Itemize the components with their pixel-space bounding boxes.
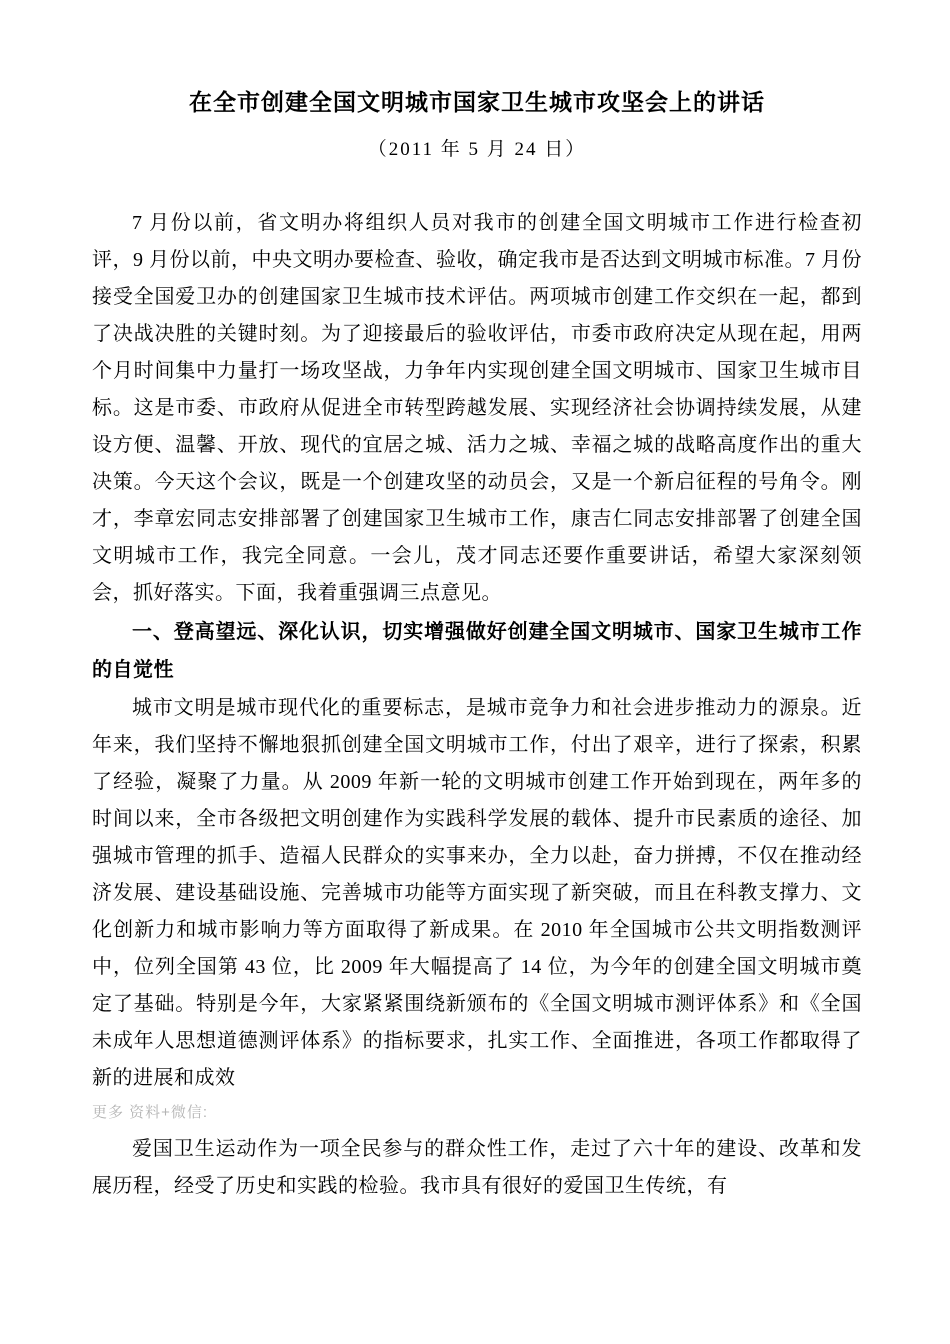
paragraph: 爱国卫生运动作为一项全民参与的群众性工作，走过了六十年的建设、改革和发展历程，经受了历史和实践的检验。我市具有很好的爱国卫生传统，有 bbox=[92, 1138, 862, 1197]
paragraph: 7 月份以前，省文明办将组织人员对我市的创建全国文明城市工作进行检查初评，9 月份以前，中央文明办要检查、验收，确定我市是否达到文明城市标准。7 月份接受全国爱卫办的创建国家卫生城市技术评估。两项城市创建工作交织在一起，都到了决战决胜的关键时刻。为了迎接最后的验收评估，市委市政府决定从现在起，用两个月时间集中力量打一场攻坚战，力争年内实现创建全国文明城市、国家卫生城市目标。这是市委、市政府从促进全市转型跨越发展、实现经济社会协调持续发展，从建设方便、温馨、开放、现代的宜居之城、活力之城、幸福之城的战略高度作出的重大决策。今天这个会议，既是一个创建攻坚的动员会，又是一个新启征程的号角令。刚才，李章宏同志安排部署了创建国家卫生城市工作，康吉仁同志安排部署了创建全国文明城市工作，我完全同意。一会儿，茂才同志还要作重要讲话，希望大家深刻领会，抓好落实。下面，我着重强调三点意见。 bbox=[92, 212, 862, 604]
watermark-text: 更多 资料+微信: bbox=[92, 1104, 209, 1121]
section-heading: 一、登高望远、深化认识，切实增强做好创建全国文明城市、国家卫生城市工作的自觉性 bbox=[92, 621, 862, 681]
document-title: 在全市创建全国文明城市国家卫生城市攻坚会上的讲话 bbox=[189, 90, 765, 115]
document-date: （2011 年 5 月 24 日） bbox=[367, 139, 587, 160]
paragraph: 城市文明是城市现代化的重要标志，是城市竞争力和社会进步推动力的源泉。近年来，我们坚持不懈地狠抓创建全国文明城市工作，付出了艰辛，进行了探索，积累了经验，凝聚了力量。从 2009 年新一轮的文明城市创建工作开始到现在，两年多的时间以来，全市各级把文明创建作为实践科学发展的载体、提升市民素质的途径、加强城市管理的抓手、造福人民群众的实事来办，全力以赴，奋力拼搏，不仅在推动经济发展、建设基础设施、完善城市功能等方面实现了新突破，而且在科教支撑力、文化创新力和城市影响力等方面取得了新成果。在 2010 年全国城市公共文明指数测评中，位列全国第 43 位，比 2009 年大幅提高了 14 位，为今年的创建全国文明城市奠定了基础。特别是今年，大家紧紧围绕新颁布的《全国文明城市测评体系》和《全国未成年人思想道德测评体系》的指标要求，扎实工作、全面推进，各项工作都取得了新的进展和成效 bbox=[92, 697, 862, 1089]
